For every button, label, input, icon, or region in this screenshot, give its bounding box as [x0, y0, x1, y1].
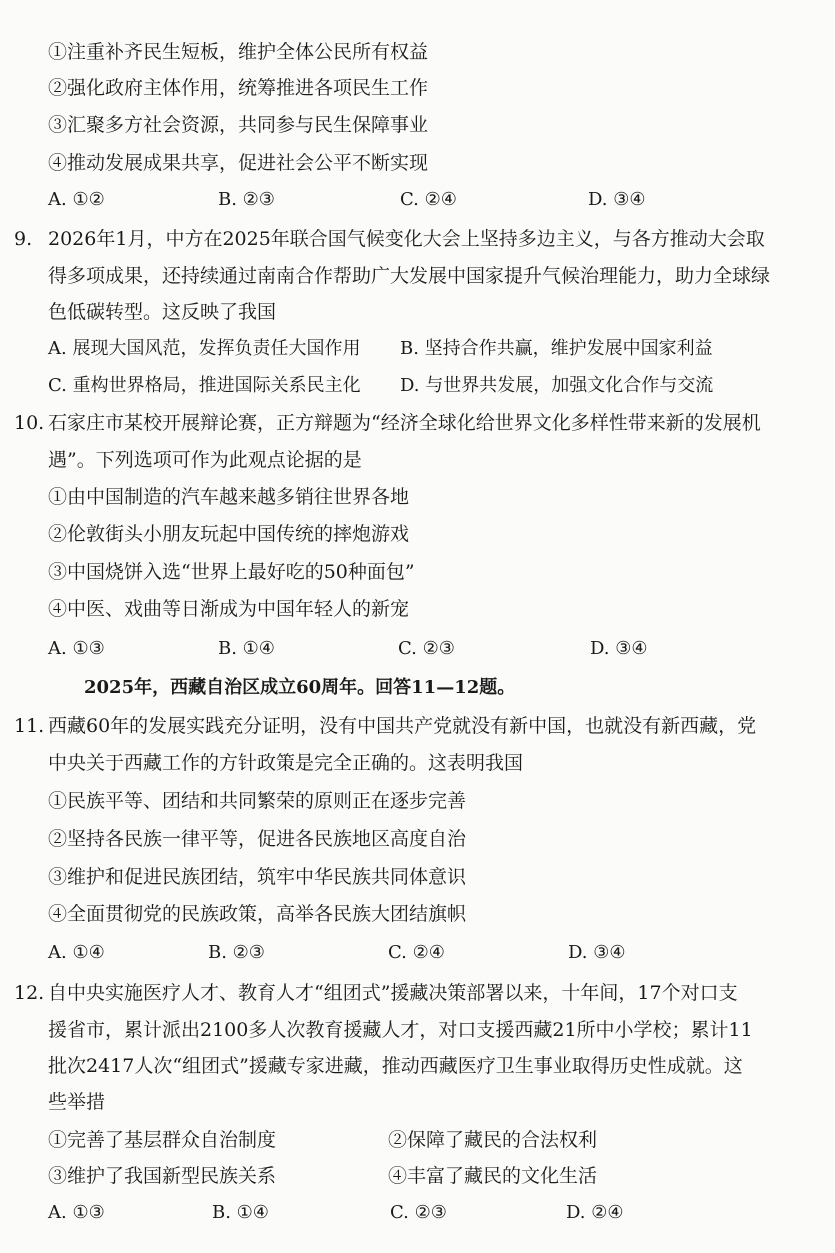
q8-option-b: B. ②③	[218, 189, 275, 210]
q9-stem-line-1: 2026年1月，中方在2025年联合国气候变化大会上坚持多边主义，与各方推动大会取	[48, 228, 765, 250]
q12-option-a: A. ①③	[48, 1202, 105, 1223]
q12-item-1: ①完善了基层群众自治制度	[48, 1129, 277, 1151]
q12-stem-line-4: 些举措	[48, 1091, 106, 1113]
q12-option-d: D. ②④	[566, 1202, 624, 1223]
q10-stem-line-1: 石家庄市某校开展辩论赛，正方辩题为“经济全球化给世界文化多样性带来新的发展机	[48, 412, 761, 434]
q10-number: 10.	[14, 412, 45, 434]
q12-option-c: C. ②③	[390, 1202, 447, 1223]
q12-item-2: ②保障了藏民的合法权利	[388, 1129, 598, 1151]
q12-stem-line-2: 援省市，累计派出2100多人次教育援藏人才，对口支援西藏21所中小学校；累计11	[48, 1019, 753, 1041]
q9-stem-line-2: 得多项成果，还持续通过南南合作帮助广大发展中国家提升气候治理能力，助力全球绿	[48, 265, 771, 287]
q10-item-1: ①由中国制造的汽车越来越多销往世界各地	[48, 486, 410, 508]
q8-item-2: ②强化政府主体作用，统筹推进各项民生工作	[48, 77, 429, 99]
q10-item-3: ③中国烧饼入选“世界上最好吃的50种面包”	[48, 561, 415, 583]
q9-stem-line-3: 色低碳转型。这反映了我国	[48, 301, 277, 323]
q9-option-c: C. 重构世界格局，推进国际关系民主化	[48, 375, 361, 396]
q12-item-4: ④丰富了藏民的文化生活	[388, 1165, 598, 1187]
q10-option-d: D. ③④	[590, 638, 648, 659]
q8-option-c: C. ②④	[400, 189, 457, 210]
q12-option-b: B. ①④	[212, 1202, 269, 1223]
q11-stem-line-2: 中央关于西藏工作的方针政策是完全正确的。这表明我国	[48, 752, 524, 774]
q10-option-a: A. ①③	[48, 638, 105, 659]
q8-item-4: ④推动发展成果共享，促进社会公平不断实现	[48, 152, 429, 174]
q9-option-b: B. 坚持合作共赢，维护发展中国家利益	[400, 338, 713, 359]
q8-option-d: D. ③④	[588, 189, 646, 210]
q12-stem-line-3: 批次2417人次“组团式”援藏专家进藏，推动西藏医疗卫生事业取得历史性成就。这	[48, 1055, 743, 1077]
q9-number: 9.	[14, 228, 33, 250]
q10-option-c: C. ②③	[398, 638, 455, 659]
q12-item-3: ③维护了我国新型民族关系	[48, 1165, 277, 1187]
q8-item-1: ①注重补齐民生短板，维护全体公民所有权益	[48, 41, 429, 63]
q12-number: 12.	[14, 982, 45, 1004]
section-intro: 2025年，西藏自治区成立60周年。回答11—12题。	[84, 677, 516, 698]
q10-option-b: B. ①④	[218, 638, 275, 659]
q10-item-2: ②伦敦街头小朋友玩起中国传统的摔炮游戏	[48, 523, 410, 545]
q11-item-1: ①民族平等、团结和共同繁荣的原则正在逐步完善	[48, 790, 467, 812]
q11-option-a: A. ①④	[48, 942, 105, 963]
q11-option-c: C. ②④	[388, 942, 445, 963]
q12-stem-line-1: 自中央实施医疗人才、教育人才“组团式”援藏决策部署以来，十年间，17个对口支	[48, 982, 738, 1004]
q11-item-4: ④全面贯彻党的民族政策，高举各民族大团结旗帜	[48, 903, 467, 925]
q11-item-2: ②坚持各民族一律平等，促进各民族地区高度自治	[48, 828, 467, 850]
q11-option-b: B. ②③	[208, 942, 265, 963]
q11-item-3: ③维护和促进民族团结，筑牢中华民族共同体意识	[48, 866, 467, 888]
q11-number: 11.	[14, 715, 45, 737]
q10-item-4: ④中医、戏曲等日渐成为中国年轻人的新宠	[48, 598, 410, 620]
q8-item-3: ③汇聚多方社会资源，共同参与民生保障事业	[48, 114, 429, 136]
q11-option-d: D. ③④	[568, 942, 626, 963]
q11-stem-line-1: 西藏60年的发展实践充分证明，没有中国共产党就没有新中国，也就没有新西藏，党	[48, 715, 757, 737]
q10-stem-line-2: 遇”。下列选项可作为此观点论据的是	[48, 449, 362, 471]
q8-option-a: A. ①②	[48, 189, 105, 210]
q9-option-d: D. 与世界共发展，加强文化合作与交流	[400, 375, 714, 396]
q9-option-a: A. 展现大国风范，发挥负责任大国作用	[48, 338, 361, 359]
